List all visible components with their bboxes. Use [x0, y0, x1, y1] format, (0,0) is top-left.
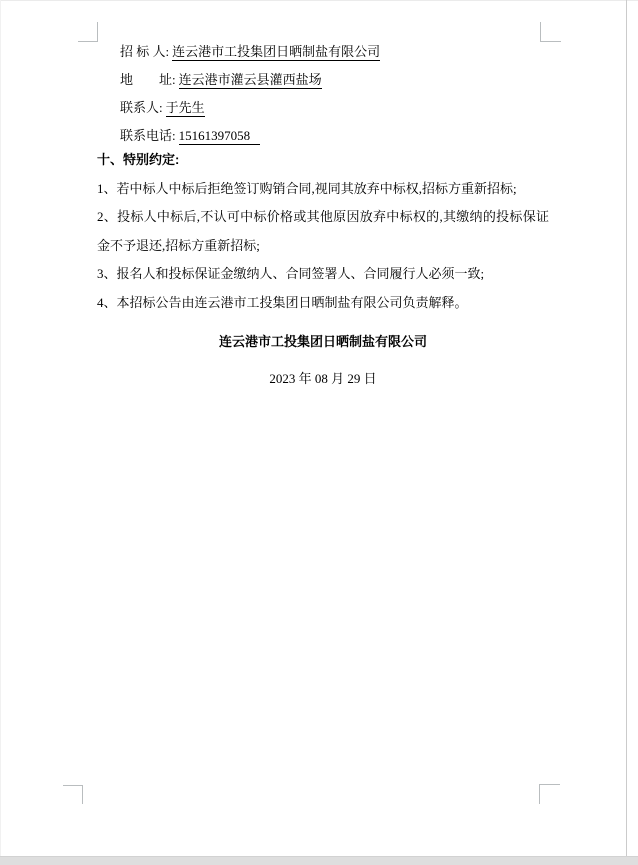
special-item-3: 3、报名人和投标保证金缴纳人、合同签署人、合同履行人必须一致; [97, 266, 485, 281]
special-item-2: 2、投标人中标后,不认可中标价格或其他原因放弃中标权的,其缴纳的投标保证金不予退还,招标方重新招标; [97, 209, 549, 253]
special-provisions-heading: 十、特别约定: [97, 152, 180, 167]
contact-block [120, 38, 380, 150]
phone-value: 15161397058 [178, 128, 260, 143]
page-bottom-band [0, 856, 638, 865]
address-label: 地 址: [120, 72, 176, 87]
special-provisions-section [97, 146, 549, 317]
signature-date: 2023 年 08 月 29 日 [269, 371, 377, 386]
signature-block [97, 332, 549, 389]
page-top-edge [0, 0, 638, 1]
special-item-1: 1、若中标人中标后拒绝签订购销合同,视同其放弃中标权,招标方重新招标; [97, 180, 517, 196]
contact-line-tenderer [120, 38, 380, 66]
signature-company-name: 连云港市工投集团日晒制盐有限公司 [218, 334, 427, 349]
special-item-4: 4、本招标公告由连云港市工投集团日晒制盐有限公司负责解释。 [97, 294, 468, 310]
contact-person-value: 于先生 [165, 100, 205, 115]
contact-line-person [120, 94, 380, 122]
phone-label: 联系电话: [120, 128, 176, 143]
crop-mark-bottom-right-icon [539, 784, 560, 804]
page-right-edge [626, 0, 627, 857]
contact-person-label: 联系人: [120, 100, 163, 115]
contact-line-address [120, 66, 380, 94]
tenderer-value: 连云港市工投集团日晒制盐有限公司 [172, 44, 381, 59]
tenderer-label: 招 标 人: [120, 44, 170, 59]
page-left-edge [0, 0, 1, 857]
address-value: 连云港市灌云县灌西盐场 [178, 72, 322, 87]
crop-mark-top-right-icon [540, 22, 561, 42]
crop-mark-bottom-left-icon [63, 785, 83, 804]
crop-mark-top-left-icon [78, 22, 98, 42]
